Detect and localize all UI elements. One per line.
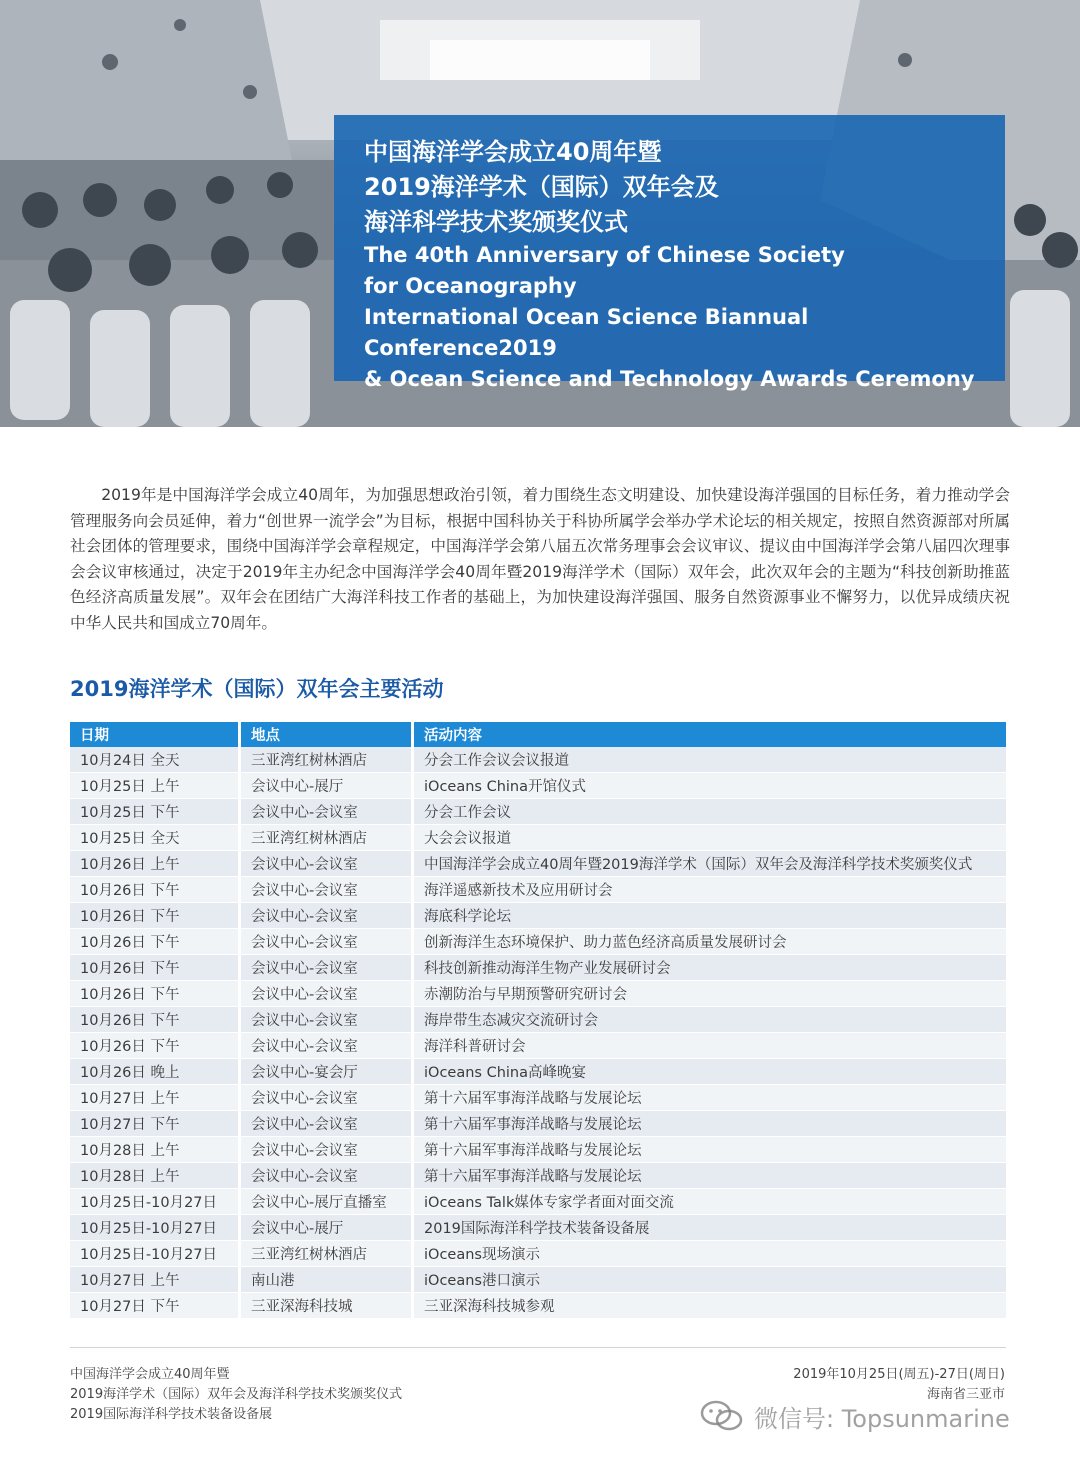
row-location: 会议中心-会议室 <box>241 851 414 877</box>
row-date: 10月27日 上午 <box>70 1085 241 1111</box>
table-row <box>70 1085 1006 1111</box>
table-row <box>70 1241 1006 1267</box>
row-date: 10月25日 全天 <box>70 825 241 851</box>
table-row <box>70 877 1006 903</box>
row-date: 10月26日 下午 <box>70 903 241 929</box>
table-row <box>70 1267 1006 1293</box>
row-location: 三亚湾红树林酒店 <box>241 747 414 773</box>
row-activity: 赤潮防治与早期预警研究研讨会 <box>414 981 1006 1007</box>
row-activity: 分会工作会议 <box>414 799 1006 825</box>
row-date: 10月26日 上午 <box>70 851 241 877</box>
footer-left-line-3: 2019国际海洋科学技术装备设备展 <box>70 1407 273 1422</box>
row-activity: 大会会议报道 <box>414 825 1006 851</box>
table-row <box>70 1111 1006 1137</box>
watermark-text: 微信号: Topsunmarine <box>754 1404 1010 1433</box>
row-date: 10月27日 下午 <box>70 1111 241 1137</box>
row-activity: iOceans港口演示 <box>414 1267 1006 1293</box>
schedule-table <box>70 722 1006 1319</box>
hero-title-box <box>334 115 1005 391</box>
row-location: 三亚湾红树林酒店 <box>241 1241 414 1267</box>
row-location: 会议中心-会议室 <box>241 1007 414 1033</box>
row-location: 会议中心-会议室 <box>241 981 414 1007</box>
row-location: 会议中心-会议室 <box>241 1111 414 1137</box>
row-date: 10月26日 下午 <box>70 955 241 981</box>
row-location: 会议中心-会议室 <box>241 799 414 825</box>
table-row <box>70 825 1006 851</box>
row-activity: 三亚深海科技城参观 <box>414 1293 1006 1319</box>
row-date: 10月25日-10月27日 <box>70 1189 241 1215</box>
row-activity: iOceans China开馆仪式 <box>414 773 1006 799</box>
table-row <box>70 773 1006 799</box>
table-row <box>70 1137 1006 1163</box>
row-date: 10月26日 下午 <box>70 1033 241 1059</box>
row-date: 10月26日 下午 <box>70 1007 241 1033</box>
row-location: 会议中心-会议室 <box>241 955 414 981</box>
row-activity: 创新海洋生态环境保护、助力蓝色经济高质量发展研讨会 <box>414 929 1006 955</box>
row-date: 10月27日 上午 <box>70 1267 241 1293</box>
schedule-body <box>70 747 1006 1319</box>
footer-location: 海南省三亚市 <box>926 1387 1005 1402</box>
row-activity: 海岸带生态减灾交流研讨会 <box>414 1007 1006 1033</box>
row-location: 会议中心-展厅 <box>241 773 414 799</box>
hero-title-en-line-4: & Ocean Science and Technology Awards Ceremony <box>364 367 975 391</box>
row-location: 会议中心-宴会厅 <box>241 1059 414 1085</box>
row-location: 会议中心-会议室 <box>241 1137 414 1163</box>
row-date: 10月28日 上午 <box>70 1163 241 1189</box>
intro-paragraph: 2019年是中国海洋学会成立40周年，为加强思想政治引领，着力围绕生态文明建设、加快建设海洋强国的目标任务，着力推动学会管理服务向会员延伸，着力“创世界一流学会”为目标，根据中国科协关于科协所属学会举办学术论坛的相关规定，按照自然资源部对所属社会团体的管理要求，围绕中国海洋学会章程规定，中国海洋学会第八届五次常务理事会会议审议、提议由中国海洋学会第八届四次理事会会议审核通过，决定于2019年主办纪念中国海洋学会40周年暨2019海洋学术（国际）双年会，此次双年会的主题为“科技创新助推蓝色经济高质量发展”。双年会在团结广大海洋科技工作者的基础上，为加快建设海洋强国、服务自然资源事业不懈努力，以优异成绩庆祝中华人民共和国成立70周年。 <box>70 486 1010 632</box>
table-row <box>70 747 1006 773</box>
row-activity: 第十六届军事海洋战略与发展论坛 <box>414 1085 1006 1111</box>
row-activity: iOceans现场演示 <box>414 1241 1006 1267</box>
table-header-row <box>70 722 1006 747</box>
row-location: 会议中心-展厅 <box>241 1215 414 1241</box>
row-date: 10月27日 下午 <box>70 1293 241 1319</box>
footer-date: 2019年10月25日(周五)-27日(周日) <box>793 1367 1005 1382</box>
row-location: 三亚深海科技城 <box>241 1293 414 1319</box>
hero-title-cn-line-3: 海洋科学技术奖颁奖仪式 <box>364 208 628 236</box>
footer-divider <box>70 1347 1006 1348</box>
row-activity: 第十六届军事海洋战略与发展论坛 <box>414 1111 1006 1137</box>
footer-left-line-2: 2019海洋学术（国际）双年会及海洋科学技术奖颁奖仪式 <box>70 1387 403 1402</box>
section-title: 2019海洋学术（国际）双年会主要活动 <box>70 677 444 701</box>
table-row <box>70 851 1006 877</box>
row-date: 10月26日 下午 <box>70 929 241 955</box>
hero-title-cn-line-1: 中国海洋学会成立40周年暨 <box>364 138 662 166</box>
header-activity: 活动内容 <box>414 722 1006 747</box>
table-row <box>70 903 1006 929</box>
footer-left <box>70 1365 402 1425</box>
row-activity: 中国海洋学会成立40周年暨2019海洋学术（国际）双年会及海洋科学技术奖颁奖仪式 <box>414 851 1006 877</box>
row-activity: 海洋科普研讨会 <box>414 1033 1006 1059</box>
row-location: 三亚湾红树林酒店 <box>241 825 414 851</box>
table-row <box>70 955 1006 981</box>
table-row <box>70 1215 1006 1241</box>
table-row <box>70 1189 1006 1215</box>
row-location: 会议中心-会议室 <box>241 929 414 955</box>
table-row <box>70 1007 1006 1033</box>
row-location: 会议中心-会议室 <box>241 1085 414 1111</box>
footer-left-line-1: 中国海洋学会成立40周年暨 <box>70 1367 230 1382</box>
table-row <box>70 1033 1006 1059</box>
row-activity: 海洋遥感新技术及应用研讨会 <box>414 877 1006 903</box>
row-activity: 第十六届军事海洋战略与发展论坛 <box>414 1163 1006 1189</box>
row-date: 10月26日 晚上 <box>70 1059 241 1085</box>
table-row <box>70 799 1006 825</box>
row-location: 会议中心-会议室 <box>241 1163 414 1189</box>
row-date: 10月25日-10月27日 <box>70 1241 241 1267</box>
table-row <box>70 981 1006 1007</box>
table-row <box>70 929 1006 955</box>
row-location: 会议中心-会议室 <box>241 903 414 929</box>
row-date: 10月26日 下午 <box>70 981 241 1007</box>
row-location: 南山港 <box>241 1267 414 1293</box>
row-activity: 海底科学论坛 <box>414 903 1006 929</box>
wechat-icon <box>700 1399 744 1433</box>
row-activity: 分会工作会议会议报道 <box>414 747 1006 773</box>
hero-title-en-line-1: The 40th Anniversary of Chinese Society <box>364 243 845 267</box>
hero-banner <box>0 0 1080 427</box>
wechat-watermark <box>700 1396 1010 1436</box>
header-location: 地点 <box>241 722 414 747</box>
row-location: 会议中心-会议室 <box>241 877 414 903</box>
row-activity: 科技创新推动海洋生物产业发展研讨会 <box>414 955 1006 981</box>
row-date: 10月26日 下午 <box>70 877 241 903</box>
hero-title-en-line-3: International Ocean Science Biannual Conference2019 <box>364 305 809 360</box>
header-date: 日期 <box>70 722 241 747</box>
hero-title-en-line-2: for Oceanography <box>364 274 577 298</box>
hero-title-cn-line-2: 2019海洋学术（国际）双年会及 <box>364 173 719 201</box>
row-activity: 第十六届军事海洋战略与发展论坛 <box>414 1137 1006 1163</box>
row-date: 10月25日 下午 <box>70 799 241 825</box>
row-location: 会议中心-展厅直播室 <box>241 1189 414 1215</box>
table-row <box>70 1059 1006 1085</box>
row-activity: iOceans China高峰晚宴 <box>414 1059 1006 1085</box>
table-row <box>70 1293 1006 1319</box>
row-activity: 2019国际海洋科学技术装备设备展 <box>414 1215 1006 1241</box>
row-location: 会议中心-会议室 <box>241 1033 414 1059</box>
row-date: 10月24日 全天 <box>70 747 241 773</box>
table-row <box>70 1163 1006 1189</box>
row-date: 10月28日 上午 <box>70 1137 241 1163</box>
row-activity: iOceans Talk媒体专家学者面对面交流 <box>414 1189 1006 1215</box>
row-date: 10月25日 上午 <box>70 773 241 799</box>
row-date: 10月25日-10月27日 <box>70 1215 241 1241</box>
